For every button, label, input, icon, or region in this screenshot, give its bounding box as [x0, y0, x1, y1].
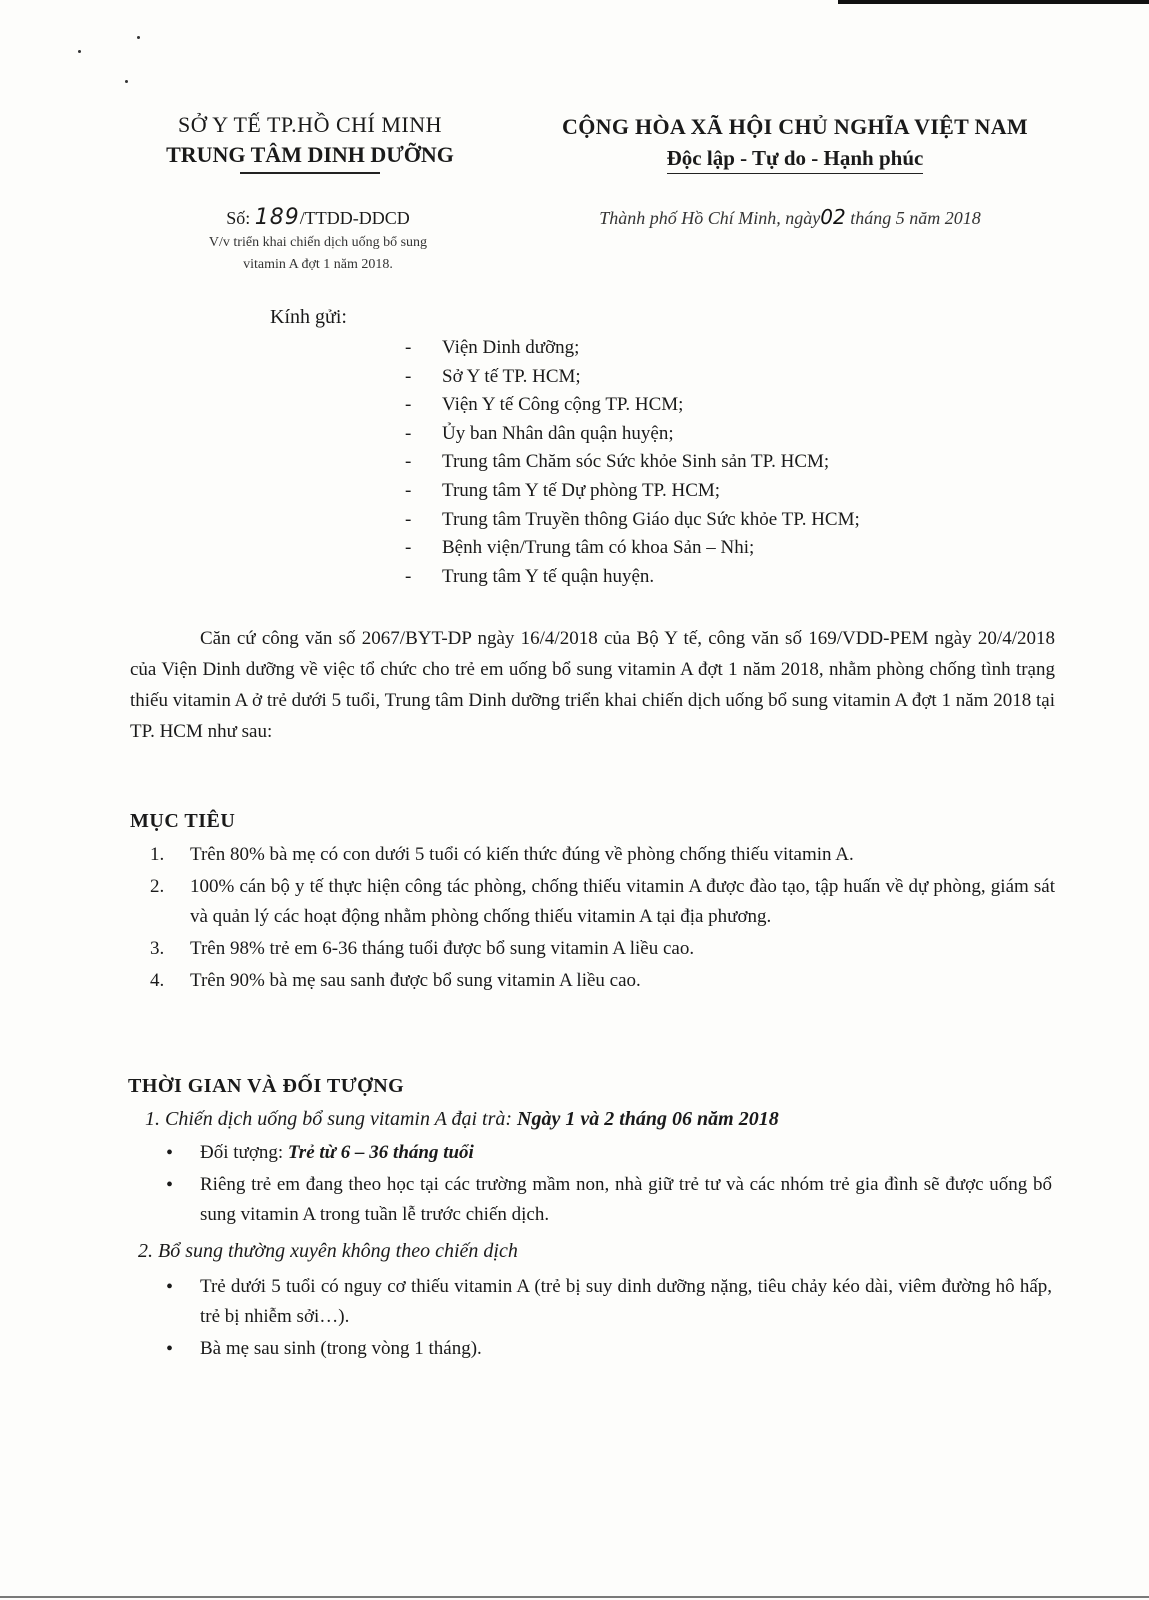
- agency-parent: SỞ Y TẾ TP.HỒ CHÍ MINH: [177, 112, 443, 137]
- document-subject: [128, 232, 508, 276]
- national-motto: Độc lập - Tự do - Hạnh phúc: [667, 146, 924, 174]
- objective-item: 2. 100% cán bộ y tế thực hiện công tác phòng, chống thiếu vitamin A được đào tạo, tập huấn về dự phòng, giám sát và quản lý các hoạt động nhằm phòng chống thiếu vitamin A tại địa phương.: [150, 876, 1055, 927]
- objectives-list: [150, 840, 1055, 996]
- recipient-item: - Trung tâm Chăm sóc Sức khỏe Sinh sản TP. HCM;: [405, 451, 830, 473]
- scan-speck: [78, 50, 81, 53]
- intro-paragraph: Căn cứ công văn số 2067/BYT-DP ngày 16/4/2018 của Bộ Y tế, công văn số 169/VDD-PEM ngày 20/4/2018 của Viện Dinh dưỡng về việc tổ chức cho trẻ em uống bổ sung vitamin A đợt 1 năm 2018, nhằm phòng chống tình trạng thiếu vitamin A ở trẻ dưới 5 tuổi, Trung tâm Dinh dưỡng triển khai chiến dịch uống bổ sung vitamin A đợt 1 năm 2018 tại TP. HCM như sau:: [130, 628, 1055, 742]
- national-header: [515, 114, 1075, 174]
- date-prefix: Thành phố Hồ Chí Minh, ngày: [599, 208, 821, 228]
- agency-header: [120, 112, 500, 174]
- recipient-item: - Trung tâm Y tế quận huyện.: [405, 565, 655, 587]
- recipient-list: [405, 334, 860, 591]
- recipient-item: - Trung tâm Truyền thông Giáo dục Sức khỏe TP. HCM;: [405, 508, 860, 530]
- agency-underline: [240, 172, 380, 174]
- recipient-item: - Sở Y tế TP. HCM;: [405, 365, 581, 387]
- doc-no-suffix: /TTDD-DDCD: [299, 208, 410, 228]
- regular-bullets: [162, 1272, 1052, 1366]
- scan-artifact-top: [838, 0, 1149, 4]
- scan-speck: [137, 36, 140, 39]
- date-day-handwritten: 02: [820, 205, 846, 229]
- objective-item: 4. Trên 90% bà mẹ sau sanh được bổ sung vitamin A liều cao.: [150, 970, 641, 991]
- subsection-campaign: 1. Chiến dịch uống bổ sung vitamin A đại trà: Ngày 1 và 2 tháng 06 năm 2018: [145, 1108, 779, 1130]
- recipient-item: - Viện Y tế Công cộng TP. HCM;: [405, 394, 684, 416]
- document-date: [520, 205, 1060, 229]
- subsection-regular: 2. Bổ sung thường xuyên không theo chiến dịch: [138, 1240, 518, 1262]
- objective-item: 3. Trên 98% trẻ em 6-36 tháng tuổi được bổ sung vitamin A liều cao.: [150, 938, 695, 959]
- document-number: [148, 205, 488, 230]
- doc-no-prefix: Số:: [226, 208, 251, 228]
- subject-line: vitamin A đợt 1 năm 2018.: [243, 257, 393, 272]
- regular-item: • Trẻ dưới 5 tuổi có nguy cơ thiếu vitamin A (trẻ bị suy dinh dưỡng nặng, tiêu chảy kéo dài, viêm đường hô hấp, trẻ bị nhiễm sởi…).: [162, 1272, 1052, 1332]
- date-suffix: tháng 5 năm 2018: [850, 208, 981, 228]
- section-title-objectives: MỤC TIÊU: [130, 810, 236, 832]
- doc-no-handwritten: 189: [254, 205, 300, 230]
- recipient-item: - Ủy ban Nhân dân quận huyện;: [405, 422, 674, 444]
- regular-item: • Bà mẹ sau sinh (trong vòng 1 tháng).: [162, 1334, 1052, 1364]
- subject-line: V/v triển khai chiến dịch uống bổ sung: [208, 235, 428, 250]
- recipient-item: - Viện Dinh dưỡng;: [405, 337, 580, 358]
- scan-speck: [125, 80, 128, 83]
- campaign-note: • Riêng trẻ em đang theo học tại các trường mầm non, nhà giữ trẻ tư và các nhóm trẻ gia đình sẽ được uống bổ sung vitamin A trong tuần lễ trước chiến dịch.: [162, 1170, 1052, 1230]
- country-name: CỘNG HÒA XÃ HỘI CHỦ NGHĨA VIỆT NAM: [562, 114, 1028, 139]
- campaign-bullets: [162, 1138, 1052, 1232]
- objective-item: 1. Trên 80% bà mẹ có con dưới 5 tuổi có kiến thức đúng về phòng chống thiếu vitamin A.: [150, 844, 854, 865]
- recipient-item: - Bệnh viện/Trung tâm có khoa Sản – Nhi;: [405, 537, 755, 559]
- agency-name: TRUNG TÂM DINH DƯỠNG: [166, 142, 454, 167]
- greeting: Kính gửi:: [270, 306, 347, 328]
- section-title-time-target: THỜI GIAN VÀ ĐỐI TƯỢNG: [128, 1075, 405, 1097]
- scan-artifact-bottom: [0, 1596, 1149, 1598]
- recipient-item: - Trung tâm Y tế Dự phòng TP. HCM;: [405, 479, 721, 501]
- campaign-target: • Đối tượng: Trẻ từ 6 – 36 tháng tuổi: [162, 1138, 1052, 1168]
